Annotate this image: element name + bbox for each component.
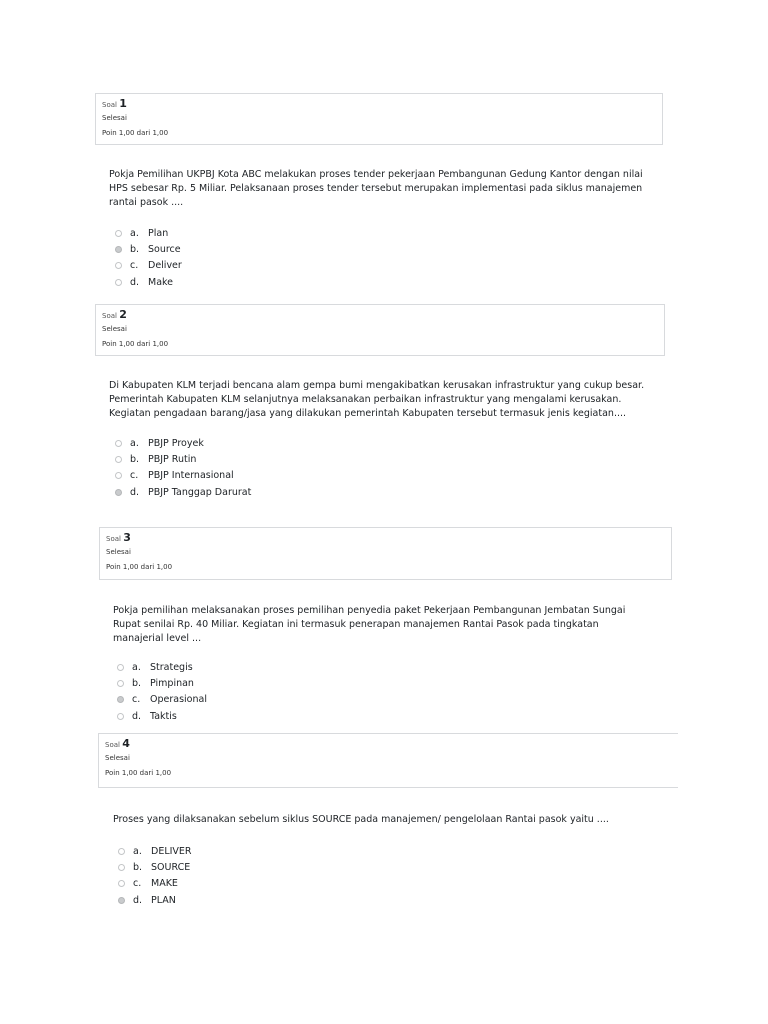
question-text-1: Pokja Pemilihan UKPBJ Kota ABC melakukan proses tender pekerjaan Pembangunan Gedung Kantor dengan nilai HPS sebesar Rp. 5 Miliar. Pelaksanaan proses tender tersebut merupakan implementasi pada siklus manajemen rantai pasok ....	[109, 169, 643, 208]
radio-button[interactable]	[117, 696, 124, 703]
answer-option[interactable]: c. MAKE	[118, 876, 192, 892]
answer-option[interactable]: b. Pimpinan	[117, 675, 207, 691]
question-text-2: Di Kabupaten KLM terjadi bencana alam gempa bumi mengakibatkan kerusakan infrastruktur yang cukup besar. Pemerintah Kabupaten KLM selanjutnya melaksanakan perbaikan infrastruktur yang mengalami kerusakan. Kegiatan pengadaan barang/jasa yang dilakukan pemerintah Kabupaten tersebut termasuk jenis kegiatan....	[109, 380, 645, 419]
answer-option[interactable]: a. Strategis	[117, 659, 207, 675]
answer-options-4	[118, 843, 192, 908]
answer-option[interactable]: d. PBJP Tanggap Darurat	[115, 484, 251, 500]
radio-button[interactable]	[118, 880, 125, 887]
question-grade: Poin 1,00 dari 1,00	[102, 129, 169, 137]
answer-options-3	[117, 659, 207, 724]
answer-option[interactable]: b. Source	[115, 241, 182, 257]
question-state: Selesai	[105, 754, 130, 762]
radio-button[interactable]	[115, 246, 122, 253]
radio-button[interactable]	[115, 279, 122, 286]
radio-button[interactable]	[117, 664, 124, 671]
question-grade: Poin 1,00 dari 1,00	[106, 563, 173, 571]
answer-option[interactable]: d. PLAN	[118, 892, 192, 908]
radio-button[interactable]	[118, 864, 125, 871]
question-grade: Poin 1,00 dari 1,00	[102, 340, 169, 348]
question-number: Soal 1	[102, 97, 127, 110]
question-state: Selesai	[102, 114, 127, 122]
answer-option[interactable]: d. Taktis	[117, 708, 207, 724]
question-state: Selesai	[102, 325, 127, 333]
radio-button[interactable]	[115, 456, 122, 463]
answer-option[interactable]: b. PBJP Rutin	[115, 451, 251, 467]
radio-button[interactable]	[118, 897, 125, 904]
radio-button[interactable]	[115, 230, 122, 237]
answer-option[interactable]: a. Plan	[115, 225, 182, 241]
question-number: Soal 4	[105, 737, 130, 750]
radio-button[interactable]	[117, 680, 124, 687]
radio-button[interactable]	[115, 262, 122, 269]
answer-option[interactable]: c. PBJP Internasional	[115, 468, 251, 484]
question-state: Selesai	[106, 548, 131, 556]
radio-button[interactable]	[115, 472, 122, 479]
radio-button[interactable]	[117, 713, 124, 720]
question-info-4	[98, 733, 678, 788]
answer-option[interactable]: c. Deliver	[115, 258, 182, 274]
answer-options-1	[115, 225, 182, 290]
question-number: Soal 3	[106, 531, 131, 544]
question-text-3: Pokja pemilihan melaksanakan proses pemilihan penyedia paket Pekerjaan Pembangunan Jembatan Sungai Rupat senilai Rp. 40 Miliar. Kegiatan ini termasuk penerapan manajemen Rantai Pasok pada tingkatan manajerial level ...	[113, 605, 626, 644]
radio-button[interactable]	[118, 848, 125, 855]
radio-button[interactable]	[115, 489, 122, 496]
answer-option[interactable]: b. SOURCE	[118, 859, 192, 875]
question-info-3	[99, 527, 672, 580]
question-info-2	[95, 304, 665, 356]
question-text-4: Proses yang dilaksanakan sebelum siklus SOURCE pada manajemen/ pengelolaan Rantai pasok yaitu ....	[113, 814, 609, 825]
answer-option[interactable]: a. PBJP Proyek	[115, 435, 251, 451]
answer-option[interactable]: a. DELIVER	[118, 843, 192, 859]
answer-options-2	[115, 435, 251, 500]
answer-option[interactable]: c. Operasional	[117, 692, 207, 708]
answer-option[interactable]: d. Make	[115, 274, 182, 290]
question-info-1	[95, 93, 663, 145]
question-grade: Poin 1,00 dari 1,00	[105, 769, 172, 777]
radio-button[interactable]	[115, 440, 122, 447]
question-number: Soal 2	[102, 308, 127, 321]
